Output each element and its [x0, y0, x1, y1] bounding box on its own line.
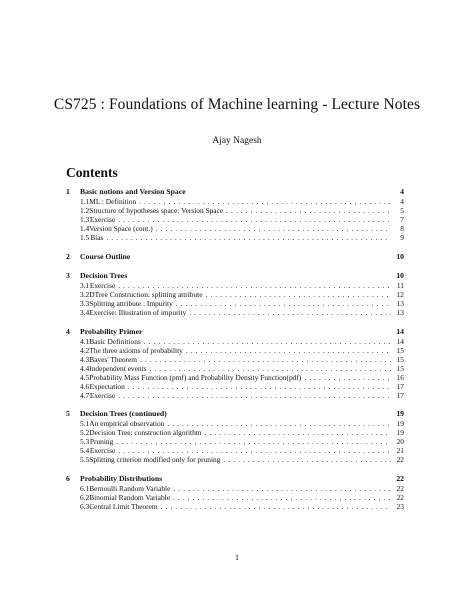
toc-dot-leader — [206, 290, 392, 299]
toc-section-number: 3 — [66, 271, 70, 281]
toc-section — [66, 473, 404, 511]
toc-subsection-page: 17 — [396, 381, 404, 391]
toc-section-page: 10 — [396, 271, 404, 281]
toc-dot-leader — [156, 224, 391, 233]
toc-subsection-page: 19 — [396, 428, 404, 438]
toc-section-title: Basic notions and Version Space — [80, 187, 186, 196]
toc-section-number: 1 — [66, 187, 70, 196]
toc-section-title: Probability Primer — [80, 326, 143, 336]
toc-subsection-entry[interactable] — [66, 290, 404, 299]
toc-subsection-entry[interactable] — [66, 428, 404, 437]
toc-subsection-page: 8 — [400, 224, 404, 233]
toc-subsection-number: 1.4 — [80, 224, 90, 233]
toc-subsection-entry[interactable] — [66, 299, 404, 308]
toc-subsection-title: Bayes' Theorem — [89, 354, 138, 364]
toc-section-page: 19 — [396, 409, 404, 419]
toc-subsection-page: 22 — [396, 492, 404, 502]
toc-subsection-title: Independent events — [89, 363, 147, 373]
toc-section-page: 22 — [396, 473, 404, 483]
toc-subsection-entry[interactable] — [66, 215, 404, 224]
toc-dot-leader — [118, 446, 391, 455]
toc-dot-leader — [189, 308, 391, 317]
author-name: Ajay Nagesh — [212, 136, 262, 146]
toc-subsection-entry[interactable] — [66, 308, 404, 317]
toc-subsection-entry[interactable] — [66, 346, 404, 355]
toc-dot-leader — [223, 455, 391, 464]
toc-subsection-title: Exercise — [89, 446, 116, 456]
toc-subsection-page: 9 — [400, 233, 404, 242]
toc-subsection-entry[interactable] — [66, 382, 404, 391]
toc-subsection-page: 22 — [396, 483, 404, 493]
toc-section-page: 10 — [396, 251, 404, 261]
toc-subsection-number: 4.4 — [80, 363, 90, 373]
toc-dot-leader — [128, 382, 391, 391]
toc-subsection-number: 1.1 — [80, 197, 90, 206]
toc-subsection-number: 6.3 — [80, 501, 90, 511]
toc-dot-leader — [118, 281, 391, 290]
toc-subsection-title: Expectation — [89, 381, 125, 391]
toc-subsection-number: 3.3 — [80, 299, 90, 309]
toc-subsection-number: 1.3 — [80, 215, 90, 224]
toc-dot-leader — [106, 233, 391, 242]
toc-section — [66, 270, 404, 317]
toc-subsection-page: 13 — [396, 299, 404, 309]
toc-subsection-entry[interactable] — [66, 206, 404, 215]
toc-section-entry[interactable] — [66, 251, 404, 262]
toc-dot-leader — [205, 428, 391, 437]
toc-subsection-title: ML : Definition — [89, 197, 137, 206]
toc-subsection-entry[interactable] — [66, 455, 404, 464]
toc-subsection-number: 4.6 — [80, 381, 90, 391]
toc-subsection-page: 19 — [396, 419, 404, 429]
toc-dot-leader — [304, 373, 391, 382]
toc-subsection-title: Exercise — [89, 390, 116, 400]
toc-dot-leader — [176, 299, 391, 308]
contents-heading: Contents — [66, 165, 118, 180]
toc-section-title: Course Outline — [80, 251, 131, 261]
toc-subsection-entry[interactable] — [66, 493, 404, 502]
toc-subsection-entry[interactable] — [66, 364, 404, 373]
toc-subsection-number: 4.3 — [80, 354, 90, 364]
toc-section — [66, 251, 404, 262]
toc-section — [66, 186, 404, 242]
toc-subsection-entry[interactable] — [66, 484, 404, 493]
toc-subsection-page: 20 — [396, 437, 404, 447]
toc-subsection-entry[interactable] — [66, 197, 404, 206]
toc-section-entry[interactable] — [66, 270, 404, 281]
toc-subsection-page: 21 — [396, 446, 404, 456]
toc-subsection-title: Splitting criterion modified only for pruning — [89, 455, 221, 465]
toc-dot-leader — [161, 502, 391, 511]
page-number: 1 — [235, 553, 239, 562]
toc-dot-leader — [139, 197, 391, 206]
toc-section-number: 6 — [66, 473, 70, 483]
toc-subsection-entry[interactable] — [66, 337, 404, 346]
toc-subsection-entry[interactable] — [66, 224, 404, 233]
table-of-contents — [66, 186, 404, 520]
toc-subsection-entry[interactable] — [66, 502, 404, 511]
toc-subsection-page: 13 — [396, 308, 404, 318]
toc-dot-leader — [186, 346, 391, 355]
toc-subsection-title: Central Limit Theorem — [89, 501, 158, 511]
toc-subsection-number: 6.2 — [80, 492, 90, 502]
toc-subsection-page: 22 — [396, 455, 404, 465]
toc-subsection-entry[interactable] — [66, 355, 404, 364]
toc-subsection-title: DTree Construction: splitting attribute — [89, 290, 203, 300]
toc-subsection-page: 17 — [396, 390, 404, 400]
toc-subsection-number: 3.2 — [80, 290, 90, 300]
toc-subsection-entry[interactable] — [66, 446, 404, 455]
toc-subsection-number: 4.5 — [80, 372, 90, 382]
toc-section — [66, 326, 404, 400]
toc-subsection-number: 6.1 — [80, 483, 90, 493]
toc-subsection-title: Decision Tree: construction algorithm — [89, 428, 202, 438]
toc-subsection-page: 14 — [396, 336, 404, 346]
toc-subsection-number: 5.3 — [80, 437, 90, 447]
toc-subsection-title: An empirical observation — [89, 419, 165, 429]
toc-subsection-title: The three axioms of probability — [89, 345, 183, 355]
toc-dot-leader — [167, 419, 391, 428]
toc-section-title: Probability Distributions — [80, 473, 163, 483]
toc-dot-leader — [144, 337, 391, 346]
toc-dot-leader — [226, 206, 391, 215]
toc-subsection-page: 4 — [400, 197, 404, 206]
toc-subsection-title: Exercise — [89, 281, 116, 291]
toc-subsection-entry[interactable] — [66, 419, 404, 428]
document-title: CS725 : Foundations of Machine learning - Lecture Notes — [53, 96, 421, 113]
toc-subsection-title: Probability Mass Function (pmf) and Probability Density Function(pdf) — [89, 372, 302, 382]
toc-subsection-page: 15 — [396, 354, 404, 364]
toc-dot-leader — [118, 215, 391, 224]
toc-section-entry[interactable] — [66, 326, 404, 337]
toc-section-number: 5 — [66, 409, 70, 419]
toc-section-entry[interactable] — [66, 186, 404, 197]
toc-subsection-page: 11 — [396, 281, 404, 291]
toc-subsection-entry[interactable] — [66, 373, 404, 382]
toc-section-page: 4 — [400, 187, 404, 196]
toc-subsection-page: 15 — [396, 345, 404, 355]
toc-subsection-number: 5.5 — [80, 455, 90, 465]
toc-subsection-number: 5.1 — [80, 419, 90, 429]
toc-subsection-number: 5.2 — [80, 428, 90, 438]
toc-subsection-number: 4.1 — [80, 336, 90, 346]
toc-subsection-title: Binomial Random Variable — [89, 492, 170, 502]
toc-subsection-entry[interactable] — [66, 233, 404, 242]
toc-subsection-number: 1.2 — [80, 206, 90, 215]
toc-dot-leader — [173, 484, 391, 493]
toc-subsection-number: 3.4 — [80, 308, 90, 318]
toc-subsection-page: 23 — [396, 501, 404, 511]
toc-subsection-title: Bernoulli Random Variable — [89, 483, 171, 493]
toc-section-title: Decision Trees — [80, 271, 128, 281]
toc-subsection-title: Bias — [90, 233, 104, 242]
toc-dot-leader — [118, 391, 391, 400]
toc-subsection-number: 1.5 — [80, 233, 90, 242]
toc-subsection-entry[interactable] — [66, 281, 404, 290]
toc-section — [66, 408, 404, 464]
toc-dot-leader — [116, 437, 391, 446]
toc-subsection-number: 5.4 — [80, 446, 90, 456]
toc-subsection-title: Basic Definitions — [89, 336, 141, 346]
toc-subsection-title: Version Space (cont.) — [89, 224, 153, 233]
toc-subsection-title: Splitting attribute : Impurity — [89, 299, 173, 309]
toc-subsection-number: 4.7 — [80, 390, 90, 400]
toc-subsection-page: 15 — [396, 363, 404, 373]
toc-dot-leader — [173, 493, 391, 502]
toc-section-number: 4 — [66, 326, 70, 336]
toc-dot-leader — [140, 355, 391, 364]
toc-subsection-page: 7 — [400, 215, 404, 224]
toc-subsection-title: Exercise: Illustration of impurity — [89, 308, 187, 318]
toc-subsection-title: Pruning — [89, 437, 114, 447]
toc-section-page: 14 — [396, 326, 404, 336]
toc-subsection-page: 12 — [396, 290, 404, 300]
toc-section-title: Decision Trees (continued) — [80, 409, 167, 419]
toc-subsection-entry[interactable] — [66, 391, 404, 400]
toc-subsection-page: 5 — [400, 206, 404, 215]
toc-subsection-title: Exercise — [89, 215, 116, 224]
toc-subsection-number: 3.1 — [80, 281, 90, 291]
toc-subsection-title: Structure of hypotheses space: Version Space — [89, 206, 224, 215]
toc-section-entry[interactable] — [66, 473, 404, 484]
toc-subsection-entry[interactable] — [66, 437, 404, 446]
toc-subsection-page: 16 — [396, 372, 404, 382]
toc-section-entry[interactable] — [66, 408, 404, 419]
toc-subsection-number: 4.2 — [80, 345, 90, 355]
toc-section-number: 2 — [66, 251, 70, 261]
toc-dot-leader — [150, 364, 391, 373]
